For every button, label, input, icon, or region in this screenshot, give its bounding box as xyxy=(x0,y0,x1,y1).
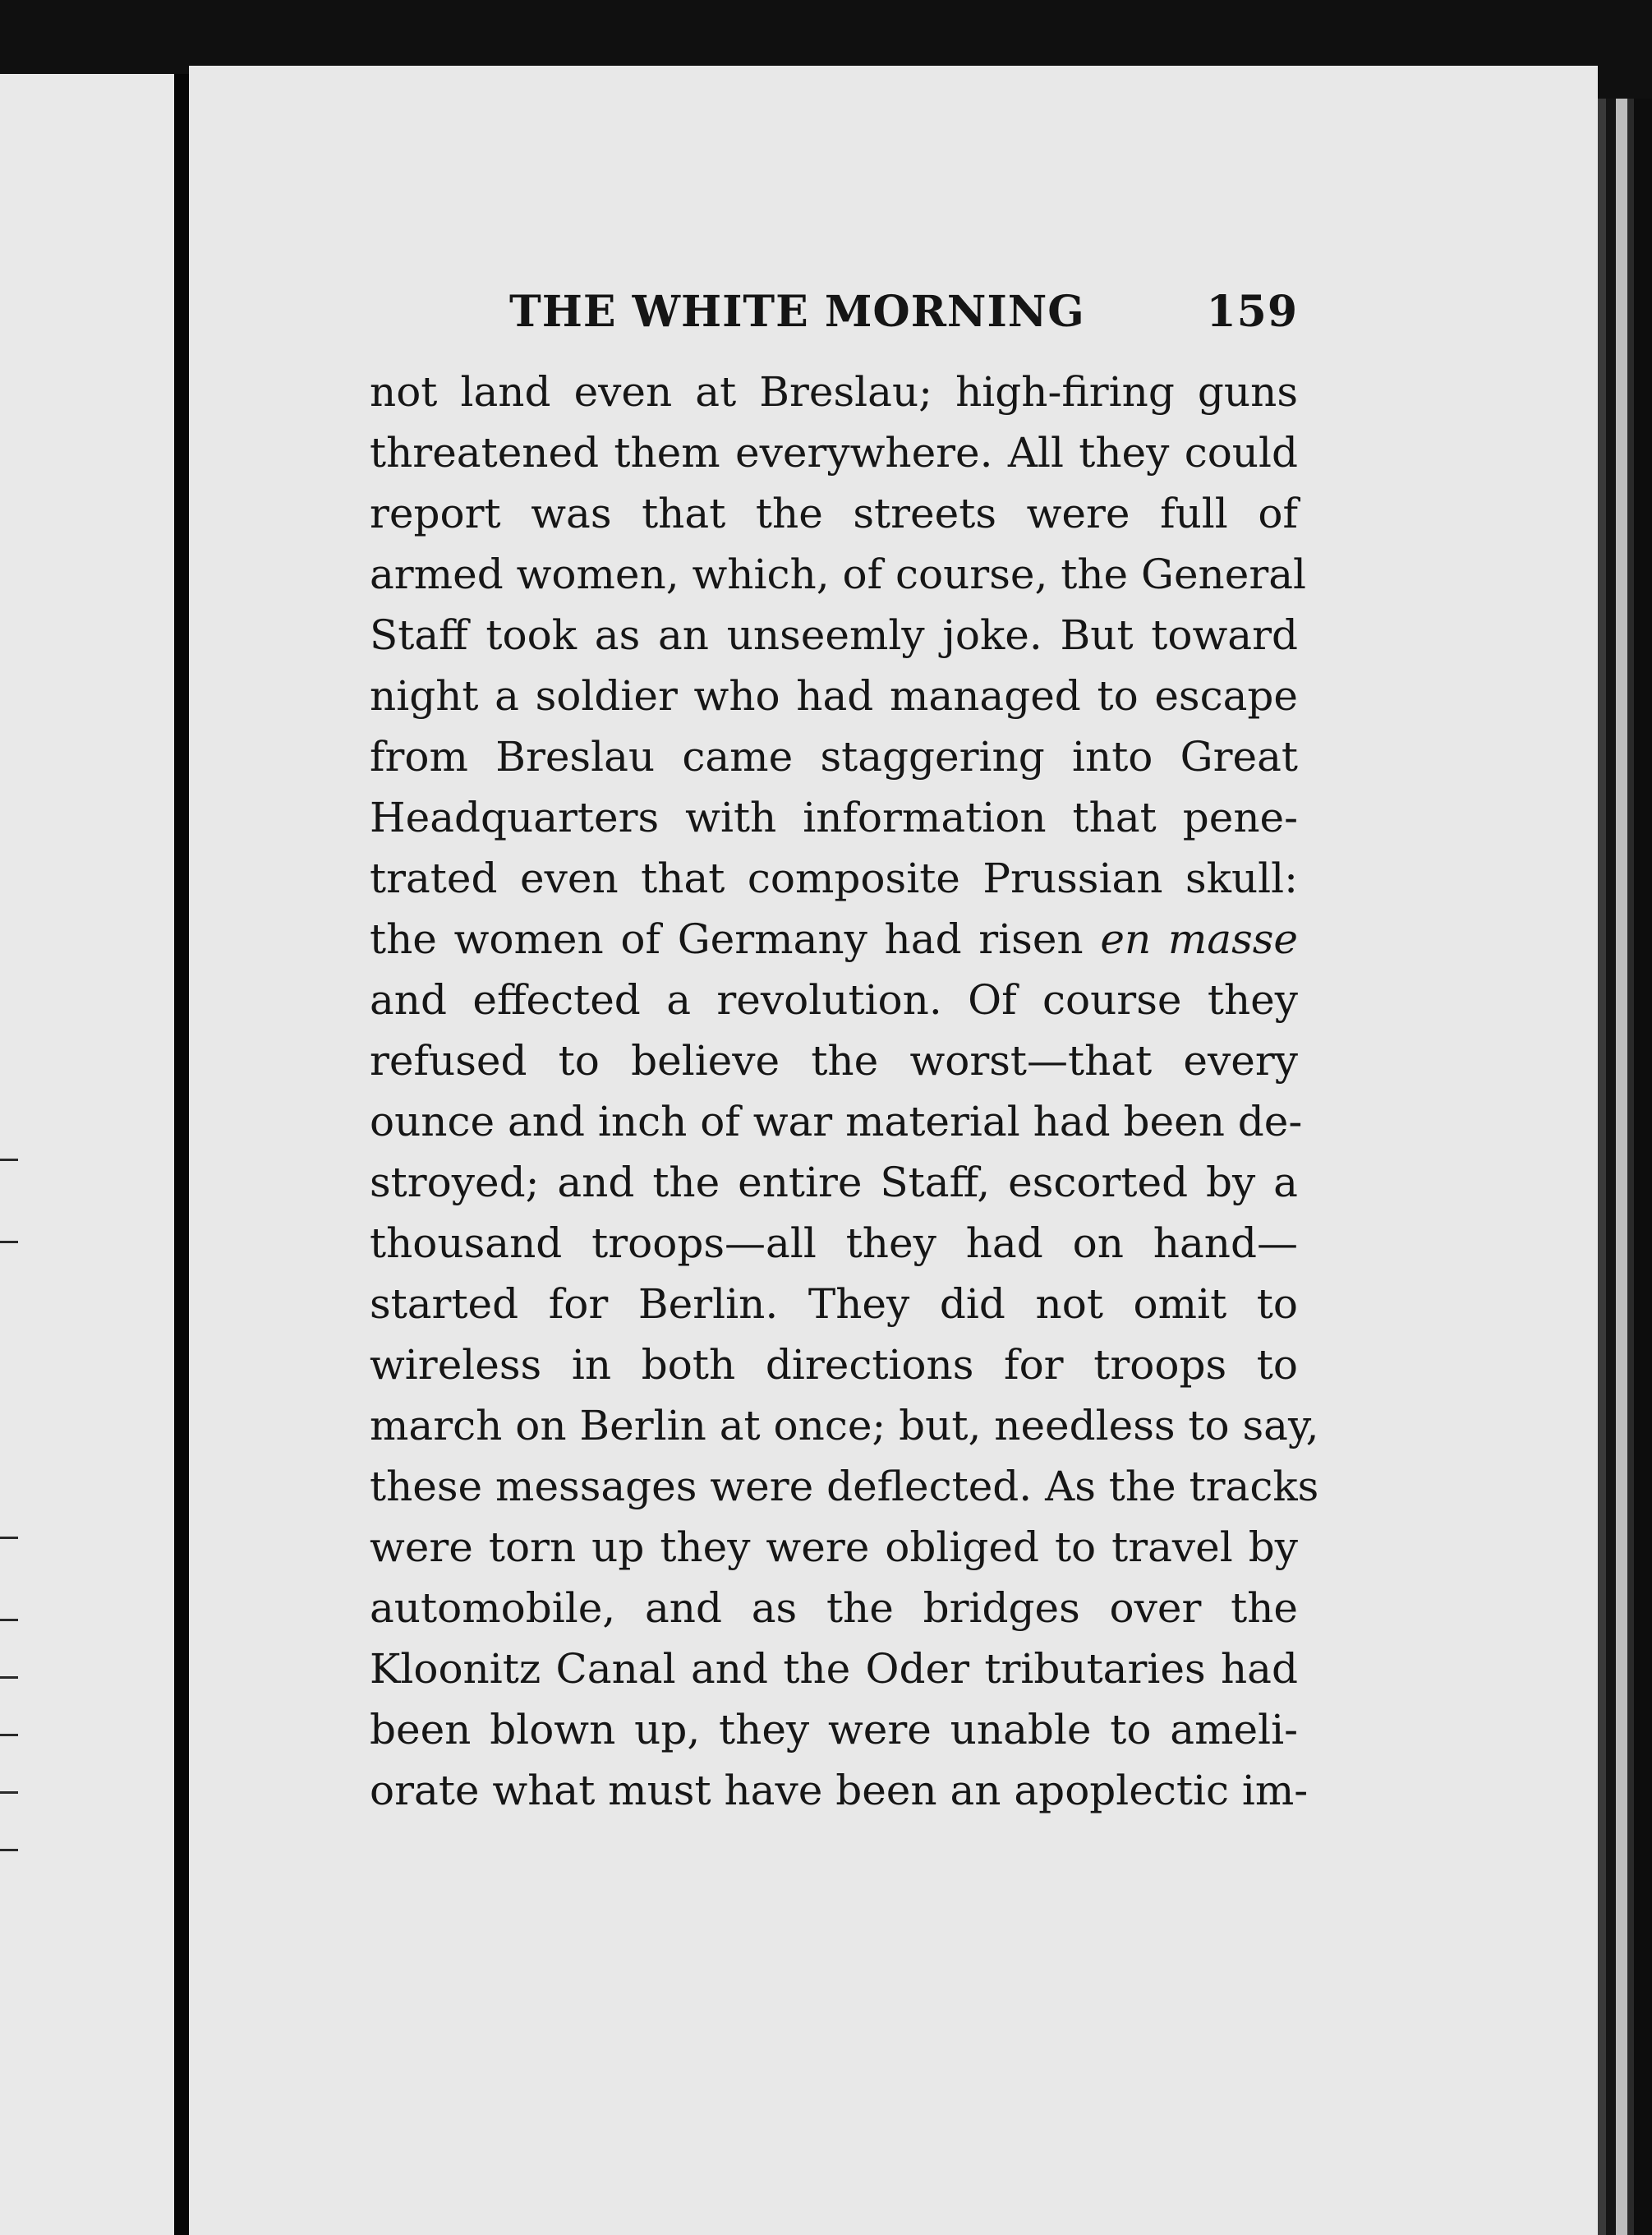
facing-page-mark xyxy=(0,1619,18,1621)
body-text xyxy=(370,362,1319,1821)
text-line: refused to believe the worst—that every xyxy=(370,1037,1298,1085)
facing-page-mark xyxy=(0,1241,18,1243)
running-head xyxy=(509,279,1298,345)
text-line: started for Berlin. They did not omit to xyxy=(370,1280,1298,1328)
facing-page-mark xyxy=(0,1676,18,1679)
text-line: these messages were deflected. As the tracks xyxy=(370,1463,1319,1510)
text-line: and effected a revolution. Of course they xyxy=(370,976,1298,1024)
text-line: orate what must have been an apoplectic im- xyxy=(370,1767,1309,1814)
running-head-title: THE WHITE MORNING xyxy=(509,287,1085,337)
text-line: ounce and inch of war material had been de- xyxy=(370,1098,1303,1145)
text-line: stroyed; and the entire Staff, escorted by a xyxy=(370,1159,1298,1206)
text-line: wireless in both directions for troops to xyxy=(370,1341,1298,1389)
text-line: not land even at Breslau; high-firing guns xyxy=(370,368,1298,416)
text-line: from Breslau came staggering into Great xyxy=(370,733,1298,781)
facing-page-mark xyxy=(0,1734,18,1736)
text-line: Staff took as an unseemly joke. But toward xyxy=(370,611,1298,659)
facing-page-mark xyxy=(0,1159,18,1161)
text-line: march on Berlin at once; but, needless to say, xyxy=(370,1402,1319,1449)
text-line: trated even that composite Prussian skull: xyxy=(370,855,1298,902)
text-line: report was that the streets were full of xyxy=(370,490,1298,537)
text-line: were torn up they were obliged to travel by xyxy=(370,1523,1298,1571)
text-line: automobile, and as the bridges over the xyxy=(370,1584,1298,1632)
text-line xyxy=(370,909,1298,970)
text-line-roman: the women of Germany had risen xyxy=(370,915,1084,963)
book-gutter xyxy=(174,74,189,2235)
facing-page-mark xyxy=(0,1849,18,1851)
facing-page-edge xyxy=(0,74,174,2235)
text-line: Kloonitz Canal and the Oder tributaries had xyxy=(370,1645,1298,1693)
page-edge-shadow xyxy=(1598,99,1652,2235)
facing-page-mark xyxy=(0,1791,18,1794)
text-line: armed women, which, of course, the General xyxy=(370,551,1307,598)
text-line: threatened them everywhere. All they could xyxy=(370,429,1298,477)
text-line: thousand troops—all they had on hand— xyxy=(370,1219,1298,1267)
text-line: Headquarters with information that pene- xyxy=(370,794,1298,841)
facing-page-mark xyxy=(0,1537,18,1539)
italic-phrase: en masse xyxy=(1100,915,1298,963)
page-number: 159 xyxy=(1206,287,1298,337)
text-line: night a soldier who had managed to escape xyxy=(370,672,1298,720)
text-line: been blown up, they were unable to ameli- xyxy=(370,1706,1298,1753)
